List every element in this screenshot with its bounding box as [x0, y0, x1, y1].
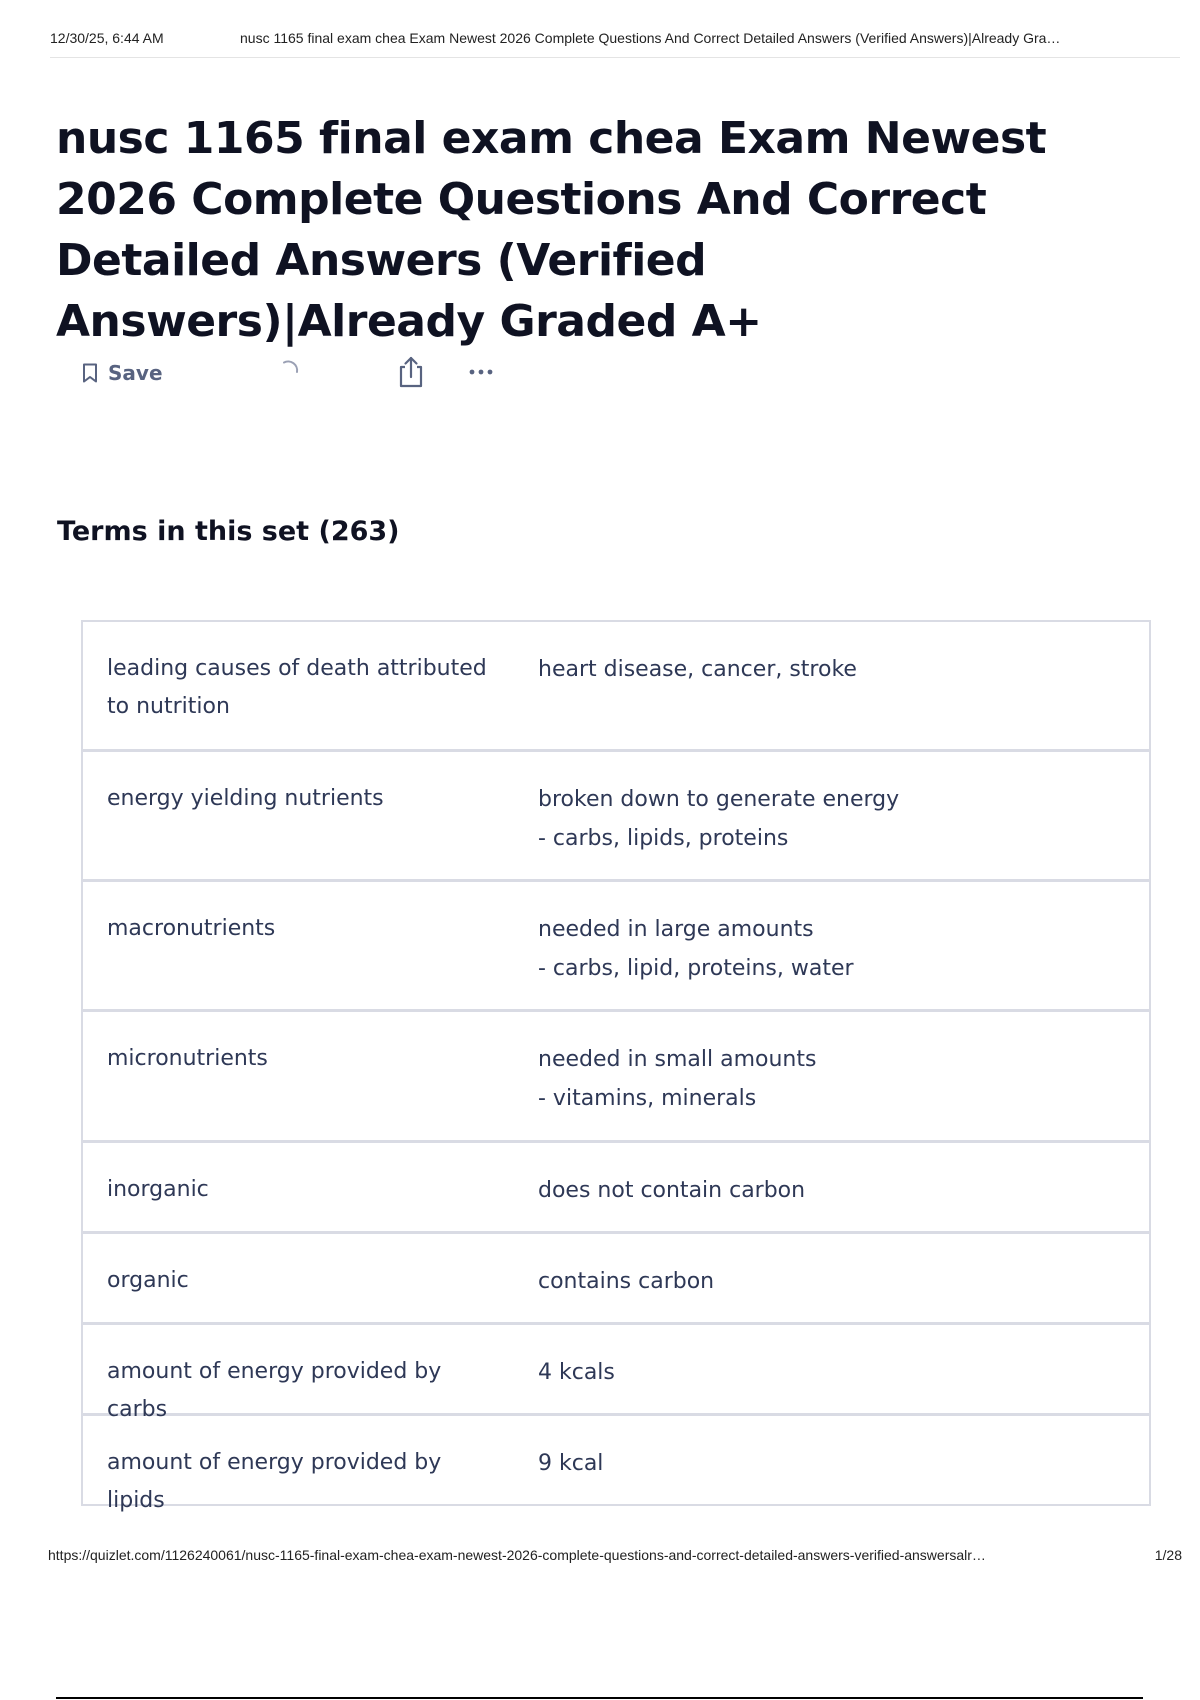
definition-line: does not contain carbon — [538, 1178, 806, 1203]
definition-text — [513, 882, 1149, 1009]
page-title: nusc 1165 final exam chea Exam Newest 2026 Complete Questions And Correct Detailed Answers (Verified Answers)|Already Graded A+ — [56, 113, 1047, 347]
share-icon[interactable] — [394, 355, 428, 389]
terms-list — [81, 620, 1151, 1513]
term-card — [81, 620, 1151, 750]
definition-text — [513, 622, 1149, 749]
term-card — [81, 1323, 1151, 1422]
definition-line: - vitamins, minerals — [538, 1086, 757, 1111]
definition-line: contains carbon — [538, 1269, 715, 1294]
definition-line: needed in small amounts — [538, 1047, 817, 1072]
definition-line: 9 kcal — [538, 1451, 604, 1476]
save-label: Save — [108, 361, 163, 385]
definition-line: needed in large amounts — [538, 917, 814, 942]
print-header — [50, 30, 1180, 50]
definition-line: broken down to generate energy — [538, 787, 900, 812]
print-doc-title: nusc 1165 final exam chea Exam Newest 2026 Complete Questions And Correct Detailed Answers (Verified Answers)|Already Gra… — [240, 30, 1061, 46]
definition-line: - carbs, lipids, proteins — [538, 826, 789, 851]
definition-text — [513, 752, 1149, 879]
loading-spinner-icon — [278, 359, 300, 381]
term-text: organic — [107, 1268, 189, 1293]
term-text: inorganic — [107, 1177, 209, 1202]
term-text: micronutrients — [107, 1046, 268, 1071]
page-url: https://quizlet.com/1126240061/nusc-1165-final-exam-chea-exam-newest-2026-complete-questions-and-correct-detailed-answers-verified-answersalr… — [48, 1547, 986, 1563]
page-number: 1/28 — [1154, 1547, 1182, 1563]
term-text: energy yielding nutrients — [107, 786, 384, 811]
print-datetime: 12/30/25, 6:44 AM — [50, 30, 164, 46]
term-text: amount of energy provided by carbs — [107, 1359, 442, 1422]
bookmark-icon — [82, 363, 98, 383]
term-card — [81, 1010, 1151, 1141]
print-footer — [48, 1547, 1182, 1567]
page-bottom-rule — [56, 1697, 1143, 1699]
more-options-icon[interactable] — [464, 361, 498, 383]
term-card — [81, 1232, 1151, 1323]
definition-line: 4 kcals — [538, 1360, 615, 1385]
definition-text — [513, 1234, 1149, 1322]
term-card — [81, 880, 1151, 1010]
term-card — [81, 750, 1151, 880]
term-card — [81, 1414, 1151, 1513]
definition-text — [513, 1012, 1149, 1140]
definition-line: heart disease, cancer, stroke — [538, 657, 857, 682]
term-text: amount of energy provided by lipids — [107, 1450, 442, 1513]
terms-heading: Terms in this set (263) — [57, 516, 400, 547]
definition-line: - carbs, lipid, proteins, water — [538, 956, 854, 981]
definition-text — [513, 1143, 1149, 1231]
term-text: leading causes of death attributed to nutrition — [107, 656, 487, 719]
term-card — [81, 1141, 1151, 1232]
term-text: macronutrients — [107, 916, 276, 941]
definition-text — [513, 1416, 1149, 1504]
definition-text — [513, 1325, 1149, 1413]
save-button[interactable] — [82, 355, 163, 391]
header-divider — [50, 57, 1180, 58]
